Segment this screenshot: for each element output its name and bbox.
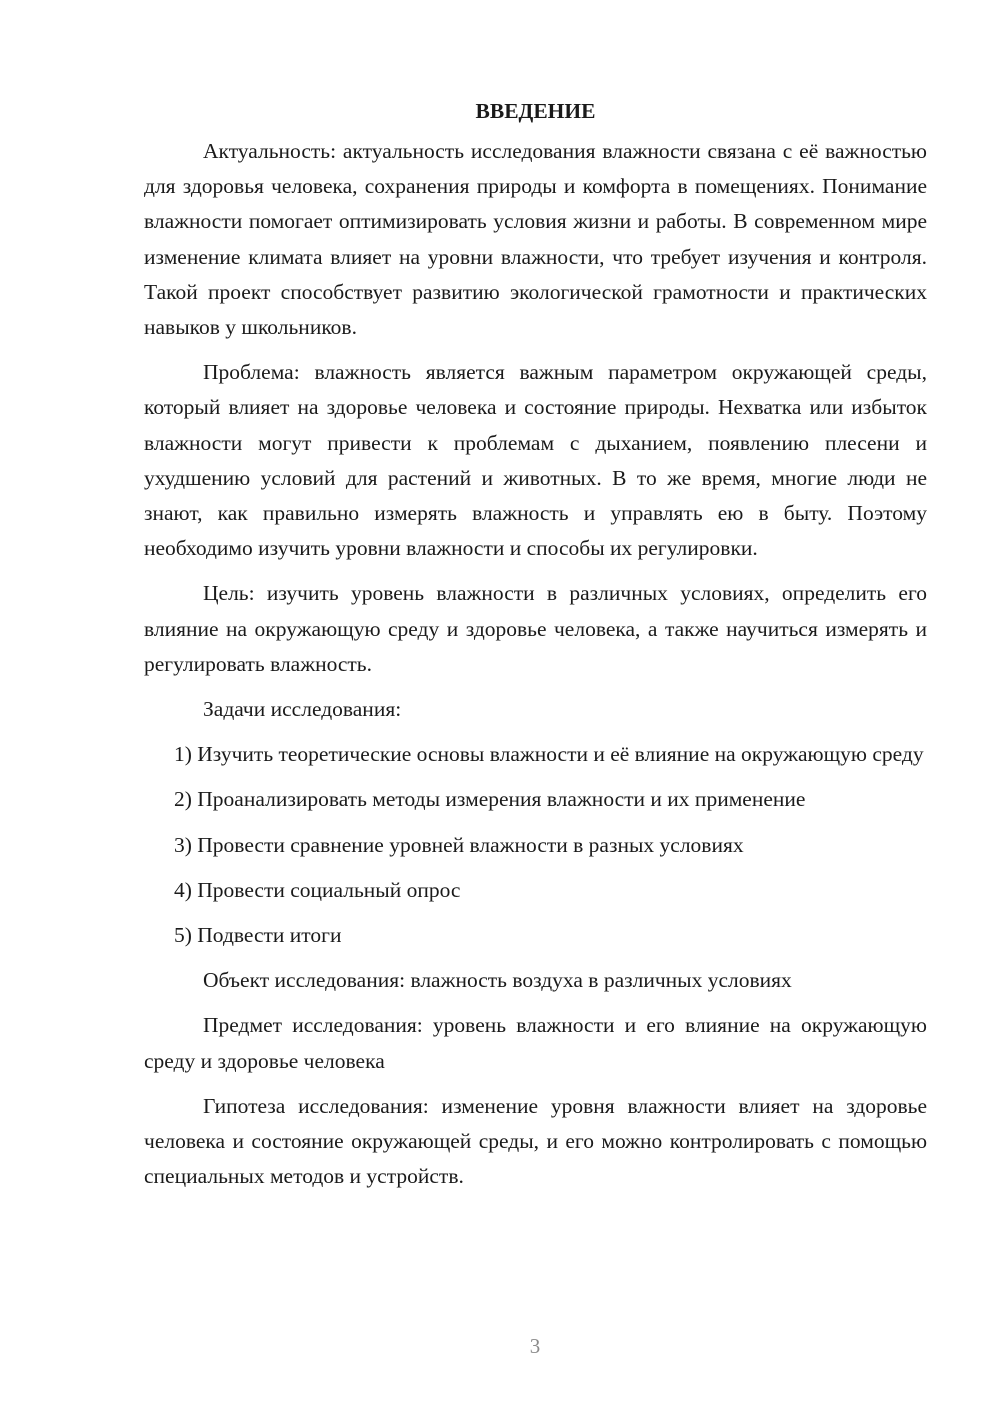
page-content [144, 96, 927, 1204]
task-item-3: 3) Провести сравнение уровней влажности в разных условиях [174, 832, 744, 857]
tasks-list [144, 737, 927, 953]
tasks-heading: Задачи исследования: [203, 697, 402, 722]
section-title: ВВЕДЕНИЕ [475, 99, 596, 123]
page-number: 3 [529, 1334, 541, 1358]
problem-paragraph: Проблема: влажность является важным параметром окружающей среды, который влияет на здоровье человека и состояние природы. Нехватка или избыток влажности могут привести к проблемам с дыханием, появлению плесени и ухудшению условий для растений и животных. В то же время, многие люди не знают, как правильно измерять влажность и управлять ею в быту. Поэтому необходимо изучить уровни влажности и способы их регулировки. [144, 360, 927, 561]
relevance-paragraph: Актуальность: актуальность исследования влажности связана с её важностью для здоровья человека, сохранения природы и комфорта в помещениях. Понимание влажности помогает оптимизировать условия жизни и работы. В современном мире изменение климата влияет на уровни влажности, что требует изучения и контроля. Такой проект способствует развитию экологической грамотности и практических навыков у школьников. [144, 139, 927, 340]
task-item-4: 4) Провести социальный опрос [174, 877, 461, 902]
subject-paragraph: Предмет исследования: уровень влажности и его влияние на окружающую среду и здоровье человека [144, 1013, 927, 1073]
object-paragraph: Объект исследования: влажность воздуха в различных условиях [203, 968, 792, 993]
task-item-5: 5) Подвести итоги [174, 923, 342, 948]
goal-paragraph: Цель: изучить уровень влажности в различных условиях, определить его влияние на окружающую среду и здоровье человека, а также научиться измерять и регулировать влажность. [144, 581, 927, 676]
task-item-1: 1) Изучить теоретические основы влажности и её влияние на окружающую среду [174, 742, 924, 767]
task-item-2: 2) Проанализировать методы измерения влажности и их применение [174, 787, 806, 812]
hypothesis-paragraph: Гипотеза исследования: изменение уровня влажности влияет на здоровье человека и состояние окружающей среды, и его можно контролировать с помощью специальных методов и устройств. [144, 1093, 927, 1189]
